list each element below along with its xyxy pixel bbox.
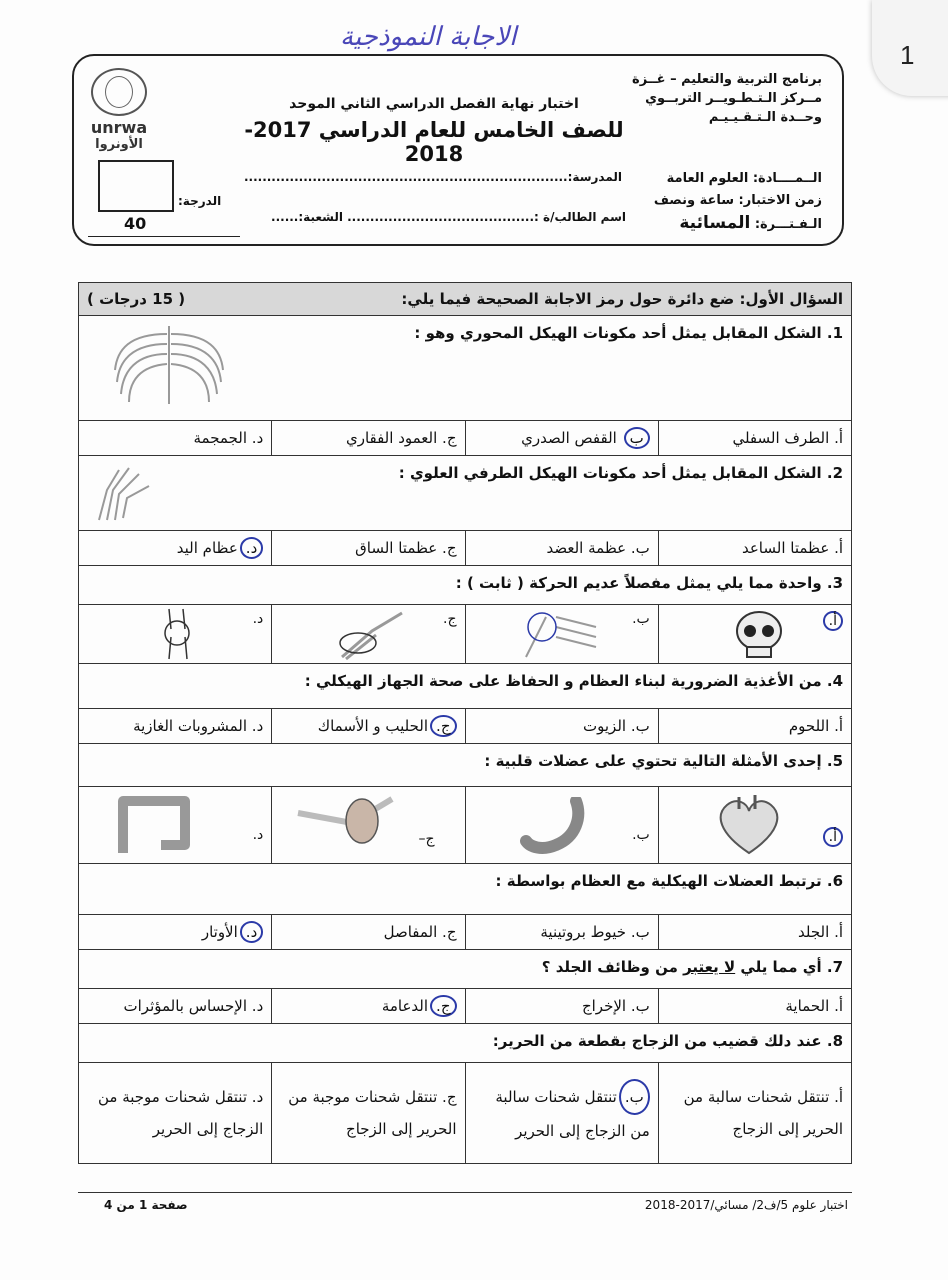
option-text: الجمجمة bbox=[193, 429, 248, 447]
school-field: المدرسة:....................................................................... bbox=[243, 170, 622, 184]
question-text: 1. الشكل المقابل يمثل أحد مكونات الهيكل المحوري وهو : bbox=[414, 324, 843, 342]
section-title: السؤال الأول: ضع دائرة حول رمز الاجابة الصحيحة فيما يلي: bbox=[401, 290, 843, 308]
option-letter-circled: أ. bbox=[823, 611, 843, 631]
stomach-icon bbox=[516, 797, 596, 857]
option-text: الطرف السفلي bbox=[732, 429, 830, 447]
option-b[interactable] bbox=[465, 787, 658, 864]
option-text: الجلد bbox=[798, 923, 830, 941]
question-stem bbox=[79, 950, 852, 989]
option-text: الأوتار bbox=[201, 923, 238, 941]
period-field bbox=[622, 212, 822, 236]
question-text: 7. أي مما يلي bbox=[735, 958, 843, 976]
option-d[interactable] bbox=[79, 531, 272, 566]
option-d[interactable] bbox=[79, 605, 272, 664]
organization-block bbox=[622, 70, 822, 127]
page-number: 1 bbox=[900, 40, 915, 70]
option-c[interactable] bbox=[272, 989, 465, 1024]
question-text: 2. الشكل المقابل يمثل أحد مكونات الهيكل الطرفي العلوي : bbox=[398, 464, 843, 482]
option-letter: ب. bbox=[630, 539, 650, 557]
org-line: مــركز الـتـطـويــر التربــوي bbox=[645, 91, 822, 106]
option-b[interactable] bbox=[465, 915, 658, 950]
option-letter-circled: ب bbox=[624, 427, 650, 449]
questions-table bbox=[78, 282, 852, 1164]
option-letter: أ. bbox=[834, 923, 843, 941]
grade-box bbox=[98, 160, 174, 212]
option-text: عظمتا الساعد bbox=[741, 539, 830, 557]
footer-divider bbox=[78, 1192, 852, 1193]
option-text: عظام اليد bbox=[176, 539, 238, 557]
handwritten-note: الاجابة النموذجية bbox=[340, 22, 517, 52]
option-text: الحليب و الأسماك bbox=[317, 717, 429, 735]
exam-title-line2: للصف الخامس للعام الدراسي 2017-2018 bbox=[244, 118, 624, 166]
option-text: عظمة العضد bbox=[546, 539, 627, 557]
option-letter: ب. bbox=[630, 923, 650, 941]
option-letter: ج. bbox=[442, 429, 457, 447]
option-text: المفاصل bbox=[383, 923, 438, 941]
option-letter: د. bbox=[251, 717, 264, 735]
exam-meta bbox=[622, 168, 822, 236]
question-stem bbox=[79, 744, 852, 787]
option-letter-circled: أ. bbox=[823, 827, 843, 847]
option-letter: د. bbox=[251, 429, 264, 447]
org-line: وحــدة الـتـقـيـيـم bbox=[708, 110, 822, 125]
section-marks: ( 15 درجات ) bbox=[87, 290, 186, 308]
option-letter-circled: ج. bbox=[430, 715, 456, 737]
grade-label: الدرجة: bbox=[178, 194, 222, 208]
option-letter: د. bbox=[251, 997, 264, 1015]
option-c[interactable] bbox=[272, 605, 465, 664]
option-c[interactable] bbox=[272, 915, 465, 950]
question-text: 6. ترتبط العضلات الهيكلية مع العظام بواسطة : bbox=[495, 872, 843, 890]
option-text: الإخراج bbox=[581, 997, 627, 1015]
question-stem bbox=[79, 456, 852, 531]
option-letter: ج– bbox=[418, 831, 435, 847]
option-text: اللحوم bbox=[788, 717, 830, 735]
option-a[interactable] bbox=[658, 709, 851, 744]
skull-icon bbox=[729, 609, 789, 661]
logo-arabic: الأونروا bbox=[95, 137, 143, 152]
option-b[interactable] bbox=[465, 989, 658, 1024]
footer-exam-code: اختبار علوم 5/ف2/ مسائي/2017-2018 bbox=[644, 1198, 848, 1212]
option-text: الزيوت bbox=[583, 717, 627, 735]
option-letter-circled: د. bbox=[240, 537, 263, 559]
option-letter: ج. bbox=[442, 923, 457, 941]
option-a[interactable] bbox=[658, 787, 851, 864]
knee-joint-icon bbox=[149, 607, 209, 661]
exam-header bbox=[72, 54, 844, 246]
option-letter: ج. bbox=[443, 611, 457, 627]
option-d[interactable] bbox=[79, 421, 272, 456]
option-letter: أ. bbox=[834, 997, 843, 1015]
period-label: الـفـتـــرة: bbox=[754, 217, 822, 232]
option-d[interactable] bbox=[79, 1063, 272, 1164]
option-letter: د. bbox=[252, 827, 264, 843]
elbow-joint-icon bbox=[332, 607, 412, 661]
option-letter: أ. bbox=[834, 717, 843, 735]
logo-text: unrwa bbox=[90, 118, 148, 137]
option-text: عظمتا الساق bbox=[355, 539, 438, 557]
option-letter: د. bbox=[251, 1088, 264, 1106]
option-d[interactable] bbox=[79, 787, 272, 864]
question-stem bbox=[79, 1024, 852, 1063]
option-letter: ج. bbox=[442, 1088, 457, 1106]
option-a[interactable] bbox=[658, 531, 851, 566]
question-stem bbox=[79, 864, 852, 915]
rib-cage-icon bbox=[89, 320, 249, 408]
page-number-badge[interactable] bbox=[872, 0, 948, 96]
org-line: برنامج التربية والتعليم – غــزة bbox=[632, 72, 822, 87]
shoulder-joint-icon bbox=[516, 607, 606, 661]
exam-title-line1: اختبار نهاية الفصل الدراسي الثاني الموحد bbox=[289, 96, 579, 112]
question-text: 4. من الأغذية الضرورية لبناء العظام و الحفاظ على صحة الجهاز الهيكلي : bbox=[304, 672, 843, 690]
option-letter: أ. bbox=[834, 429, 843, 447]
option-d[interactable] bbox=[79, 915, 272, 950]
footer-page: صفحة 1 من 4 bbox=[104, 1198, 188, 1212]
hand-bones-icon bbox=[89, 460, 159, 524]
arm-muscle-icon bbox=[292, 793, 402, 857]
option-c[interactable] bbox=[272, 421, 465, 456]
option-letter: ب. bbox=[630, 997, 650, 1015]
option-letter: ب. bbox=[632, 827, 650, 843]
question-stem bbox=[79, 566, 852, 605]
option-letter: ب. bbox=[632, 611, 650, 627]
period-value: المسائية bbox=[679, 213, 751, 233]
option-a[interactable] bbox=[658, 1063, 851, 1164]
option-c[interactable] bbox=[272, 709, 465, 744]
option-a[interactable] bbox=[658, 989, 851, 1024]
option-letter-circled: ج. bbox=[430, 995, 456, 1017]
option-text: تنتقل شحنات سالبة من الزجاج إلى الحرير bbox=[495, 1088, 650, 1140]
option-text: الإحساس بالمؤثرات bbox=[123, 997, 248, 1015]
question-text: 3. واحدة مما يلي يمثل مفصلاً عديم الحركة ( ثابت ) : bbox=[455, 574, 843, 592]
grade-divider bbox=[88, 236, 240, 237]
option-letter: ب. bbox=[630, 717, 650, 735]
option-d[interactable] bbox=[79, 989, 272, 1024]
option-text: الحماية bbox=[785, 997, 830, 1015]
option-letter: أ. bbox=[834, 539, 843, 557]
question-text: 8. عند دلك قضيب من الزجاج بقطعة من الحرير: bbox=[492, 1032, 843, 1050]
option-letter: د. bbox=[252, 611, 264, 627]
option-text: الدعامة bbox=[381, 997, 429, 1015]
option-b[interactable] bbox=[465, 605, 658, 664]
option-text: خيوط بروتينية bbox=[540, 923, 627, 941]
option-text: تنتقل شحنات سالبة من الحرير إلى الزجاج bbox=[683, 1088, 843, 1138]
option-text: تنتقل شحنات موجبة من الحرير إلى الزجاج bbox=[288, 1088, 457, 1138]
option-a[interactable] bbox=[658, 421, 851, 456]
option-b[interactable] bbox=[465, 531, 658, 566]
question-stem bbox=[79, 316, 852, 421]
option-b[interactable] bbox=[465, 1063, 658, 1164]
option-letter: أ. bbox=[834, 1088, 843, 1106]
option-c[interactable] bbox=[272, 787, 465, 864]
option-b[interactable] bbox=[465, 709, 658, 744]
option-letter-circled: ب. bbox=[619, 1079, 650, 1115]
intestine-icon bbox=[109, 791, 199, 859]
subject-field: الــمــــادة: العلوم العامة bbox=[666, 171, 822, 186]
un-emblem-icon bbox=[91, 68, 147, 116]
duration-field: زمن الاختبار: ساعة ونصف bbox=[653, 193, 822, 208]
unrwa-logo bbox=[84, 68, 154, 152]
exam-title bbox=[224, 96, 644, 166]
option-a[interactable] bbox=[658, 915, 851, 950]
option-letter-circled: د. bbox=[240, 921, 263, 943]
option-b[interactable] bbox=[465, 421, 658, 456]
option-c[interactable] bbox=[272, 1063, 465, 1164]
question-stem bbox=[79, 664, 852, 709]
option-letter: ج. bbox=[442, 539, 457, 557]
option-text: تنتقل شحنات موجبة من الزجاج إلى الحرير bbox=[97, 1088, 264, 1138]
option-a[interactable] bbox=[658, 605, 851, 664]
option-c[interactable] bbox=[272, 531, 465, 566]
section-header bbox=[79, 283, 852, 316]
question-text: من وظائف الجلد ؟ bbox=[541, 958, 684, 976]
option-text: المشروبات الغازية bbox=[133, 717, 248, 735]
student-field: اسم الطالب/ة :......................................... الشعبة:...... bbox=[271, 210, 626, 224]
option-d[interactable] bbox=[79, 709, 272, 744]
option-text: العمود الفقاري bbox=[345, 429, 438, 447]
question-text: 5. إحدى الأمثلة التالية تحتوي على عضلات قلبية : bbox=[484, 752, 843, 770]
heart-icon bbox=[709, 793, 789, 857]
option-text: القفص الصدري bbox=[521, 429, 617, 447]
grade-total: 40 bbox=[124, 214, 147, 233]
question-text-underlined: لا يعتبر bbox=[683, 958, 736, 976]
